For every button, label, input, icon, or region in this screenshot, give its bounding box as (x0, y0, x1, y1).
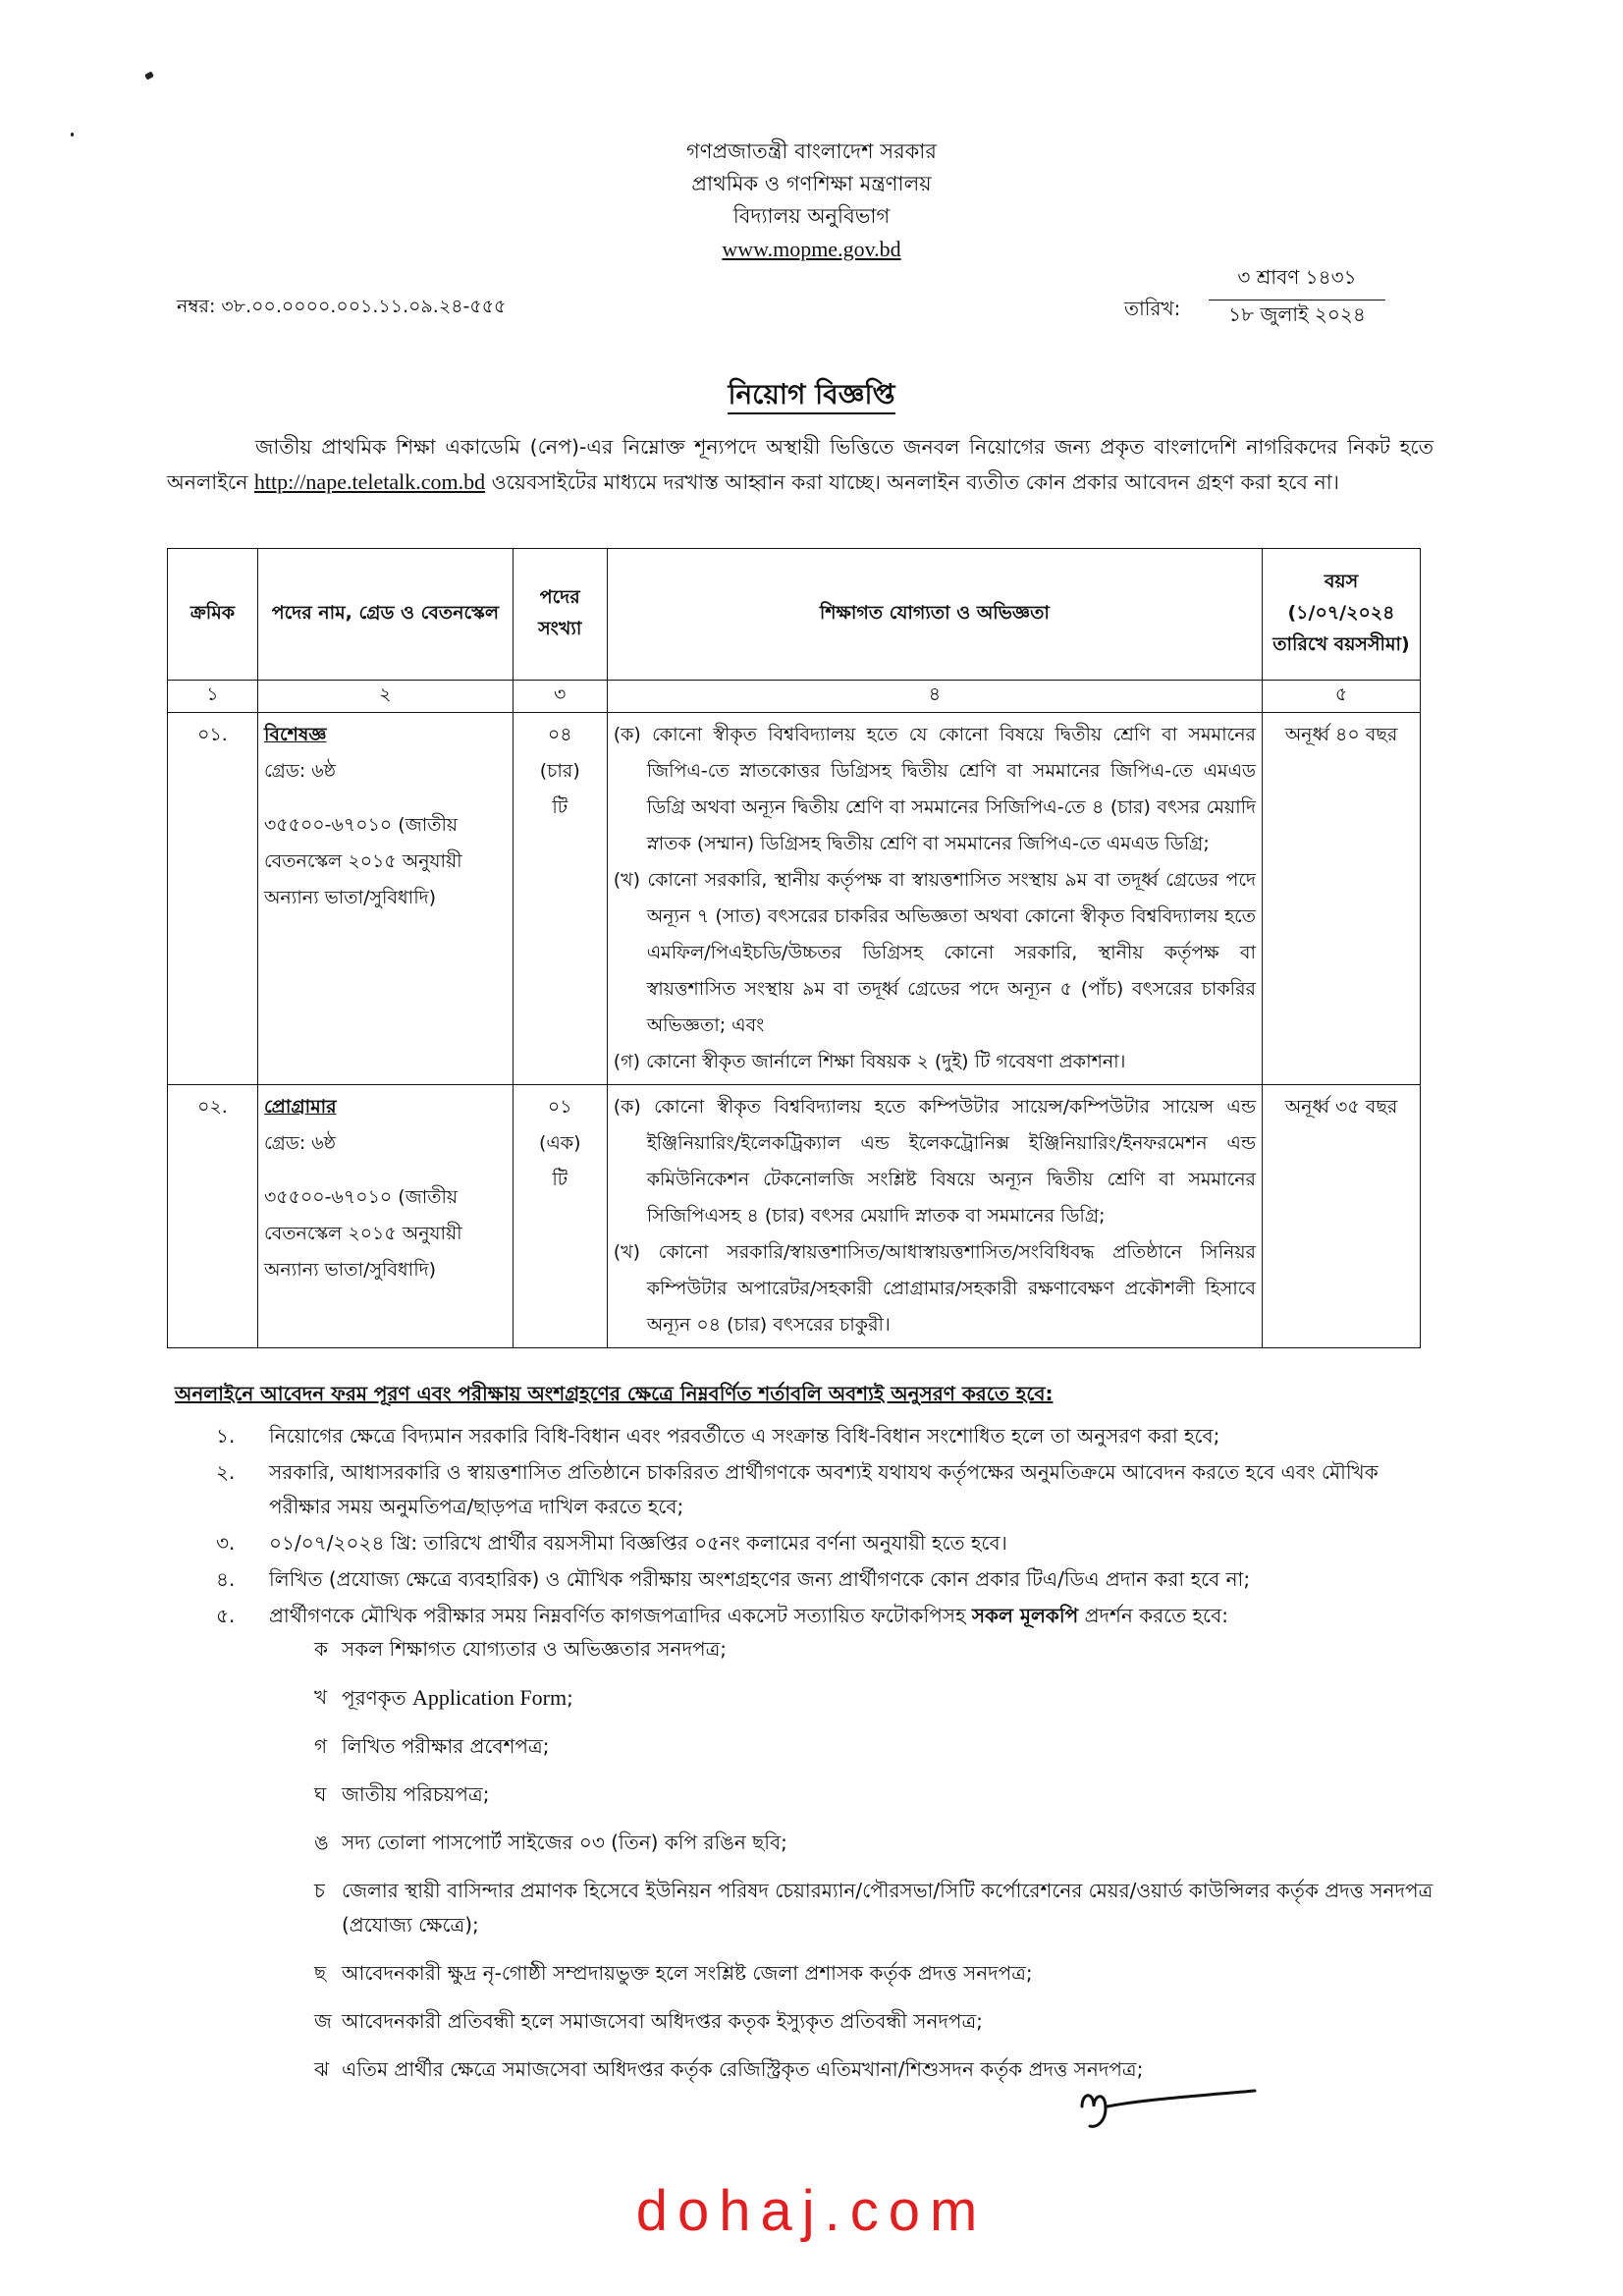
documents-list (285, 1632, 1443, 2101)
header-website-link[interactable]: www.mopme.gov.bd (722, 237, 901, 261)
qualification-item: (ক) কোনো স্বীকৃত বিশ্ববিদ্যালয় হতে যে কোনো বিষয়ে দ্বিতীয় শ্রেণি বা সমমানের জিপিএ-তে স্নাতকোত্তর ডিগ্রিসহ দ্বিতীয় শ্রেণি বা সমমানের জিপিএ-তে এমএড ডিগ্রি অথবা অন্যূন দ্বিতীয় শ্রেণি বা সমমানের সিজিপিএ-তে ৪ (চার) বৎসর মেয়াদি স্নাতক (সম্মান) ডিগ্রিসহ দ্বিতীয় শ্রেণি বা সমমানের জিপিএ-তে এমএড ডিগ্রি; (613, 724, 1257, 854)
intro-paragraph (167, 430, 1434, 500)
post-pay-scale: ৩৫৫০০-৬৭০১০ (জাতীয় বেতনস্কেল ২০১৫ অনুযায়ী অন্যান্য ভাতা/সুবিধাদি) (263, 814, 462, 908)
document-letter: জ (314, 2009, 332, 2033)
document-letter: খ (314, 1685, 328, 1709)
qualification-cell (607, 1085, 1262, 1348)
document-item (285, 1632, 1443, 1667)
col-number: ৪ (607, 681, 1262, 713)
document-item (285, 1777, 1443, 1812)
letterhead (0, 136, 1623, 265)
col-header-post: পদের নাম, গ্রেড ও বেতনস্কেল (257, 549, 513, 681)
qualification-item: (খ) কোনো সরকারি, স্থানীয় কর্তৃপক্ষ বা স্বায়ত্তশাসিত সংস্থায় ৯ম বা তদূর্ধ্ব গ্রেডের পদে অন্যূন ৭ (সাত) বৎসরের চাকরির অভিজ্ঞতা অথবা কোনো স্বীকৃত বিশ্ববিদ্যালয় হতে এমফিল/পিএইচডি/উচ্চতর ডিগ্রিসহ কোনো সরকারি, স্থানীয় কর্তৃপক্ষ বা স্বায়ত্তশাসিত সংস্থায় ৯ম বা তদূর্ধ্ব গ্রেডের পদে অন্যূন ৫ (পাঁচ) বৎসরের চাকরির অভিজ্ঞতা; এবং (613, 869, 1257, 1036)
col-number: ৫ (1263, 681, 1421, 713)
table-row (168, 1085, 1421, 1348)
qualification-item: (গ) কোনো স্বীকৃত জার্নালে শিক্ষা বিষয়ক ২ (দুই) টি গবেষণা প্রকাশনা। (613, 1051, 1126, 1072)
condition-text: লিখিত (প্রযোজ্য ক্ষেত্রে ব্যবহারিক) ও মৌখিক পরীক্ষায় অংশগ্রহণের জন্য প্রার্থীগণকে কোন প্রকার টিএ/ডিএ প্রদান করা হবে না; (269, 1567, 1251, 1591)
condition-item (167, 1526, 1443, 1560)
post-count: ০১ (547, 1096, 572, 1118)
post-count-unit: টি (552, 1169, 568, 1190)
document-text: আবেদনকারী প্রতিবন্ধী হলে সমাজসেবা অধিদপ্তর কতৃক ইস্যুকৃত প্রতিবন্ধী সনদপত্র; (342, 2009, 983, 2033)
post-count-unit: টি (552, 796, 568, 818)
condition-text: প্রার্থীগণকে মৌখিক পরীক্ষার সময় নিম্নবর্ণিত কাগজপত্রাদির একসেট সত্যায়িত ফটোকপিসহ (269, 1604, 972, 1627)
condition-text-bold: সকল মূলকপি (971, 1604, 1079, 1627)
qualification-item: (খ) কোনো সরকারি/স্বায়ত্তশাসিত/আধাস্বায়ত্তশাসিত/সংবিধিবদ্ধ প্রতিষ্ঠানে সিনিয়র কম্পিউটার অপারেটর/সহকারী প্রোগ্রামার/সহকারী রক্ষণাবেক্ষণ প্রকৌশলী হিসাবে অন্যূন ০৪ (চার) বৎসরের চাকুরী। (613, 1241, 1257, 1336)
document-text: জেলার স্থায়ী বাসিন্দার প্রমাণক হিসেবে ইউনিয়ন পরিষদ চেয়ারম্যান/পৌরসভা/সিটি কর্পোরেশনের মেয়র/ওয়ার্ড কাউন্সিলর কর্তৃক প্রদত্ত সনদপত্র (প্রযোজ্য ক্ষেত্রে); (342, 1879, 1434, 1937)
header-government: গণপ্রজাতন্ত্রী বাংলাদেশ সরকার (686, 139, 937, 163)
document-text: সদ্য তোলা পাসপোর্ট সাইজের ০৩ (তিন) কপি রঙিন ছবি; (342, 1831, 787, 1854)
condition-text: ০১/০৭/২০২৪ খ্রি: তারিখে প্রার্থীর বয়সসীমা বিজ্ঞপ্তির ০৫নং কলামের বর্ণনা অনুযায়ী হতে হবে। (269, 1531, 1007, 1555)
post-grade: গ্রেড: ৬ষ্ঠ (263, 760, 337, 782)
table-row (168, 713, 1421, 1085)
document-letter: ঝ (314, 2057, 330, 2081)
condition-number: ১. (216, 1424, 236, 1448)
condition-number: ৪. (216, 1567, 236, 1591)
post-name: প্রোগ্রামার (263, 1096, 337, 1118)
condition-item (167, 1562, 1443, 1597)
post-pay-scale: ৩৫৫০০-৬৭০১০ (জাতীয় বেতনস্কেল ২০১৫ অনুযায়ী অন্যান্য ভাতা/সুবিধাদি) (263, 1186, 462, 1281)
post-count-word: (চার) (539, 760, 580, 782)
memo-number: নম্বর: ৩৮.০০.০০০০.০০১.১১.০৯.২৪-৫৫৫ (177, 296, 507, 317)
row-serial: ০১. (168, 713, 258, 1085)
watermark: dohaj.com (635, 2179, 988, 2243)
intro-text-after: ওয়েবসাইটের মাধ্যমে দরখাস্ত আহ্বান করা যাচ্ছে। অনলাইন ব্যতীত কোন প্রকার আবেদন গ্রহণ করা হবে না। (485, 470, 1339, 494)
document-text-english: Application Form (412, 1685, 568, 1710)
condition-text: সরকারি, আধাসরকারি ও স্বায়ত্তশাসিত প্রতিষ্ঠানে চাকরিরত প্রার্থীগণকে অবশ্যই যথাযথ কর্তৃপক্ষের অনুমতিক্রমে আবেদন করতে হবে এবং মৌখিক পরীক্ষার সময় অনুমতিপত্র/ছাড়পত্র দাখিল করতে হবে; (269, 1460, 1379, 1518)
signature-icon (1068, 2077, 1265, 2146)
condition-number: ৩. (216, 1531, 236, 1555)
post-count-cell (513, 1085, 607, 1348)
age-limit: অনূর্ধ্ব ৪০ বছর (1263, 713, 1421, 1085)
document-text: আবেদনকারী ক্ষুদ্র নৃ-গোষ্ঠী সম্প্রদায়ভুক্ত হলে সংশ্লিষ্ট জেলা প্রশাসক কর্তৃক প্রদত্ত সনদপত্র; (342, 1961, 1033, 1985)
scan-mark (144, 71, 154, 80)
col-number: ২ (257, 681, 513, 713)
header-division: বিদ্যালয় অনুবিভাগ (732, 204, 891, 228)
conditions-list (167, 1419, 1443, 1635)
post-count-cell (513, 713, 607, 1085)
condition-item (167, 1599, 1443, 1633)
date-english: ১৮ জুলাই ২০২৪ (1228, 302, 1366, 326)
post-grade: গ্রেড: ৬ষ্ঠ (263, 1132, 337, 1154)
document-item (285, 1956, 1443, 1991)
document-item (285, 1874, 1443, 1942)
condition-number: ৫. (216, 1604, 236, 1627)
row-serial: ০২. (168, 1085, 258, 1348)
document-item (285, 1729, 1443, 1764)
age-limit: অনূর্ধ্ব ৩৫ বছর (1263, 1085, 1421, 1348)
document-item (285, 2004, 1443, 2039)
document-letter: ঘ (314, 1782, 327, 1806)
qualification-cell (607, 713, 1262, 1085)
condition-text: নিয়োগের ক্ষেত্রে বিদ্যমান সরকারি বিধি-বিধান এবং পরবর্তীতে এ সংক্রান্ত বিধি-বিধান সংশোধিত হলে তা অনুসরণ করা হবে; (269, 1424, 1220, 1448)
document-letter: চ (314, 1879, 325, 1902)
date-bangla: ৩ শ্রাবণ ১৪৩১ (1209, 263, 1385, 301)
post-name: বিশেষজ্ঞ (263, 724, 327, 745)
document-text: পূরণকৃত (342, 1686, 413, 1710)
document-text: সকল শিক্ষাগত যোগ্যতার ও অভিজ্ঞতার সনদপত্র; (342, 1637, 727, 1661)
document-letter: গ (314, 1734, 328, 1758)
condition-item (167, 1419, 1443, 1453)
table-header-row (168, 549, 1421, 681)
column-number-row (168, 681, 1421, 713)
qualification-item: (ক) কোনো স্বীকৃত বিশ্ববিদ্যালয় হতে কম্পিউটার সায়েন্স/কম্পিউটার সায়েন্স এন্ড ইঞ্জিনিয়ারিং/ইলেকট্রিক্যাল এন্ড ইলেকট্রোনিক্স ইঞ্জিনিয়ারিং/ইনফরমেশন এন্ড কমিউনিকেশন টেকনোলজি সংশ্লিষ্ট বিষয়ে অন্যূন দ্বিতীয় শ্রেণি বা সমমানের সিজিপিএসহ ৪ (চার) বৎসর মেয়াদি স্নাতক বা সমমানের ডিগ্রি; (613, 1096, 1257, 1227)
document-item (285, 1680, 1443, 1716)
condition-item (167, 1455, 1443, 1524)
post-cell (257, 713, 513, 1085)
notice-title-text: নিয়োগ বিজ্ঞপ্তি (728, 378, 894, 414)
intro-text-before: জাতীয় প্রাথমিক শিক্ষা একাডেমি (নেপ)-এর নিম্নোক্ত শূন্যপদে অস্থায়ী ভিত্তিতে জনবল নিয়োগের জন্য প্রকৃত বাংলাদেশি নাগরিকদের নিকট হতে অনলাইনে (167, 435, 1434, 494)
document-text: জাতীয় পরিচয়পত্র; (342, 1782, 490, 1806)
document-item (285, 2052, 1443, 2087)
col-header-serial: ক্রমিক (168, 549, 258, 681)
document-letter: ঙ (314, 1831, 329, 1854)
col-header-qualification: শিক্ষাগত যোগ্যতা ও অভিজ্ঞতা (607, 549, 1262, 681)
application-url-link[interactable]: http://nape.teletalk.com.bd (253, 469, 486, 494)
col-header-age: বয়স (১/০৭/২০২৪ তারিখে বয়সসীমা) (1263, 549, 1421, 681)
conditions-heading: অনলাইনে আবেদন ফরম পূরণ এবং পরীক্ষায় অংশগ্রহণের ক্ষেত্রে নিম্নবর্ণিত শর্তাবলি অবশ্যই অনুসরণ করতে হবে: (175, 1382, 1054, 1405)
post-count: ০৪ (547, 724, 572, 745)
col-number: ৩ (513, 681, 607, 713)
post-cell (257, 1085, 513, 1348)
document-text: এতিম প্রার্থীর ক্ষেত্রে সমাজসেবা অধিদপ্তর কর্তৃক রেজিস্ট্রিকৃত এতিমখানা/শিশুসদন কর্তৃক প্রদত্ত সনদপত্র; (342, 2057, 1144, 2081)
header-ministry: প্রাথমিক ও গণশিক্ষা মন্ত্রণালয় (691, 172, 932, 195)
condition-number: ২. (216, 1460, 236, 1484)
post-count-word: (এক) (538, 1132, 581, 1154)
col-header-count: পদের সংখ্যা (513, 549, 607, 681)
col-number: ১ (168, 681, 258, 713)
document-letter: ক (314, 1637, 328, 1661)
document-text: লিখিত পরীক্ষার প্রবেশপত্র; (342, 1734, 550, 1758)
date-label: তারিখ: (1124, 297, 1181, 320)
document-item (285, 1826, 1443, 1860)
vacancy-table (167, 548, 1421, 1348)
notice-title (0, 373, 1623, 419)
condition-text: প্রদর্শন করতে হবে: (1078, 1604, 1228, 1627)
document-letter: ছ (314, 1961, 327, 1985)
document-text: ; (567, 1686, 573, 1710)
